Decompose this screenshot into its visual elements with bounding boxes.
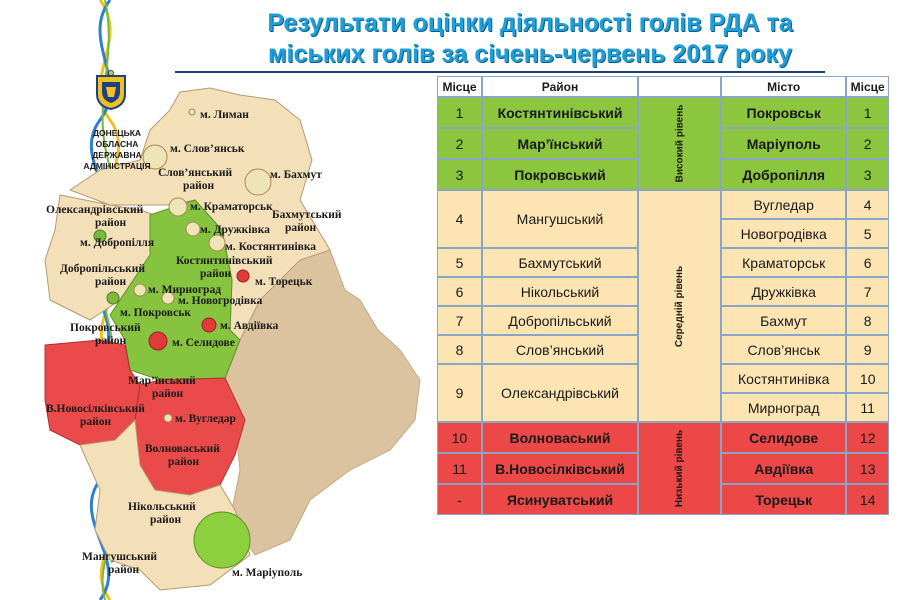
city-place: 1 <box>846 97 889 128</box>
map-label-pokrovsk: м. Покровськ <box>120 307 191 319</box>
city-name: Авдіївка <box>721 453 846 484</box>
city-name: Краматорськ <box>721 248 846 277</box>
map-label-kostyantynivka-district: Костянтинівський <box>176 255 273 267</box>
city-name: Покровськ <box>721 97 846 128</box>
city-place: 14 <box>846 484 889 515</box>
city-marker-avdiivka <box>202 318 216 332</box>
level-high-text: Високий рівень <box>674 104 686 183</box>
level-low-label <box>638 422 721 515</box>
map-label-maryinka-district: Мар’їнський <box>128 375 196 387</box>
table-header-row <box>437 76 889 97</box>
donetsk-region-map <box>0 0 430 600</box>
city-place: 11 <box>846 393 889 422</box>
level-high-label <box>638 97 721 190</box>
district-name: Покровський <box>482 159 638 190</box>
header-city: Місто <box>721 76 846 97</box>
district-name: Нікольський <box>482 277 638 306</box>
map-label-pokrovsk-district: Покровський <box>70 322 141 334</box>
header-city-place: Місце <box>846 76 889 97</box>
district-name: Добропільський <box>482 306 638 335</box>
city-name: Селидове <box>721 422 846 453</box>
city-name: Маріуполь <box>721 128 846 159</box>
district-name: Волноваський <box>482 422 638 453</box>
city-marker-kramatorsk <box>169 198 187 216</box>
map-label-selydove: м. Селидове <box>172 337 235 349</box>
map-label-volnovakha-district-2: район <box>168 456 200 468</box>
city-name: Торецьк <box>721 484 846 515</box>
map-label-druzhkivka: м. Дружківка <box>200 224 270 236</box>
map-label-toretsk: м. Торецьк <box>255 276 313 288</box>
map-label-mariupol: м. Маріуполь <box>232 567 303 579</box>
map-label-pokrovsk-district-2: район <box>95 335 127 347</box>
map-label-bakhmut: м. Бахмут <box>270 169 322 181</box>
title-underline <box>175 71 825 73</box>
city-place: 10 <box>846 364 889 393</box>
level-low-text: Низький рівень <box>674 429 686 508</box>
district-name: В.Новосілківський <box>482 453 638 484</box>
city-marker-lyman <box>189 109 195 115</box>
level-medium-label <box>638 190 721 422</box>
district-place: 11 <box>437 453 482 484</box>
district-place: 4 <box>437 190 482 248</box>
map-label-myrnohrad: м. Мирноград <box>148 284 222 296</box>
map-label-vnovosilka-district-2: район <box>80 416 112 428</box>
district-name: Слов’янський <box>482 335 638 364</box>
page-title-line-1: Результати оцінки діяльності голів РДА та <box>267 9 793 37</box>
city-place: 6 <box>846 248 889 277</box>
page-title <box>160 8 900 70</box>
district-name: Мангушський <box>482 190 638 248</box>
map-label-slovyansk: м. Слов’янськ <box>170 143 245 155</box>
map-label-slovyansk-district: Слов’янський <box>158 167 233 179</box>
district-place: 6 <box>437 277 482 306</box>
map-label-slovyansk-district-2: район <box>183 180 215 192</box>
map-label-oleksandrivka-district: Олександрівський <box>46 204 144 216</box>
map-label-oleksandrivka-district-2: район <box>95 217 127 229</box>
map-label-maryinka-district-2: район <box>152 388 184 400</box>
city-place: 12 <box>846 422 889 453</box>
district-place: 3 <box>437 159 482 190</box>
city-name: Костянтинівка <box>721 364 846 393</box>
city-place: 13 <box>846 453 889 484</box>
map-label-vuhledar: м. Вугледар <box>175 413 236 425</box>
city-name: Дружківка <box>721 277 846 306</box>
city-name: Бахмут <box>721 306 846 335</box>
city-marker-pokrovsk <box>107 292 119 304</box>
city-name: Слов’янськ <box>721 335 846 364</box>
map-label-nikolske-district-2: район <box>150 514 182 526</box>
map-label-kostyantynivka: м. Костянтинівка <box>225 241 317 253</box>
city-marker-selydove <box>149 332 167 350</box>
district-name: Мар’їнський <box>482 128 638 159</box>
coat-of-arms-icon <box>94 70 128 110</box>
map-label-novohrodivka: м. Новогродівка <box>178 295 263 307</box>
map-label-volnovakha-district: Волноваський <box>145 443 220 455</box>
city-place: 2 <box>846 128 889 159</box>
header-district: Район <box>482 76 638 97</box>
map-label-nikolske-district: Нікольський <box>128 501 196 513</box>
city-marker-toretsk <box>237 270 249 282</box>
district-place: 2 <box>437 128 482 159</box>
map-label-avdiivka: м. Авдіївка <box>220 320 279 332</box>
map-label-dobropillya-district-2: район <box>95 276 127 288</box>
city-name: Новогродівка <box>721 219 846 248</box>
city-name: Вугледар <box>721 190 846 219</box>
city-place: 3 <box>846 159 889 190</box>
rating-table <box>437 76 889 515</box>
district-place: 10 <box>437 422 482 453</box>
table-row <box>437 190 889 219</box>
district-name: Костянтинівський <box>482 97 638 128</box>
page-title-line-2: міських голів за січень-червень 2017 року <box>268 40 792 68</box>
city-marker-bakhmut <box>245 169 271 195</box>
district-name: Ясинуватський <box>482 484 638 515</box>
city-place: 5 <box>846 219 889 248</box>
table-row <box>437 422 889 453</box>
header-level <box>638 76 721 97</box>
city-name: Мирноград <box>721 393 846 422</box>
district-place: 5 <box>437 248 482 277</box>
district-name: Бахмутський <box>482 248 638 277</box>
map-label-kostyantynivka-district-2: район <box>200 268 232 280</box>
map-label-manhush-district-2: район <box>108 564 140 576</box>
district-place: - <box>437 484 482 515</box>
organization-name <box>78 128 156 172</box>
district-place: 1 <box>437 97 482 128</box>
table-row <box>437 97 889 128</box>
map-label-kramatorsk: м. Краматорськ <box>190 201 273 213</box>
map-label-lyman: м. Лиман <box>200 109 249 121</box>
city-place: 4 <box>846 190 889 219</box>
city-marker-kostyantynivka <box>209 235 225 251</box>
district-place: 7 <box>437 306 482 335</box>
header-place: Місце <box>437 76 482 97</box>
district-name: Олександрівський <box>482 364 638 422</box>
map-label-vnovosilka-district: В.Новосілківський <box>46 403 145 415</box>
organization-line-2: ОБЛАСНА ДЕРЖАВНА <box>92 139 142 160</box>
city-place: 7 <box>846 277 889 306</box>
map-label-bakhmut-district-2: район <box>285 222 317 234</box>
city-name: Добропілля <box>721 159 846 190</box>
level-medium-text: Середній рівень <box>674 265 686 347</box>
city-marker-druzhkivka <box>186 222 200 236</box>
map-label-bakhmut-district: Бахмутський <box>272 209 342 221</box>
map-label-dobropillya-district: Добропільський <box>60 263 145 275</box>
city-marker-myrnohrad <box>134 284 146 296</box>
map-label-dobropillya: м. Добропілля <box>80 237 155 249</box>
district-place: 9 <box>437 364 482 422</box>
city-place: 8 <box>846 306 889 335</box>
map-label-manhush-district: Мангушський <box>82 551 157 563</box>
city-marker-vuhledar <box>164 414 172 422</box>
city-place: 9 <box>846 335 889 364</box>
organization-line-1: ДОНЕЦЬКА <box>92 128 142 138</box>
city-marker-mariupol <box>194 512 250 568</box>
organization-line-3: АДМІНІСТРАЦІЯ <box>83 161 151 171</box>
district-place: 8 <box>437 335 482 364</box>
